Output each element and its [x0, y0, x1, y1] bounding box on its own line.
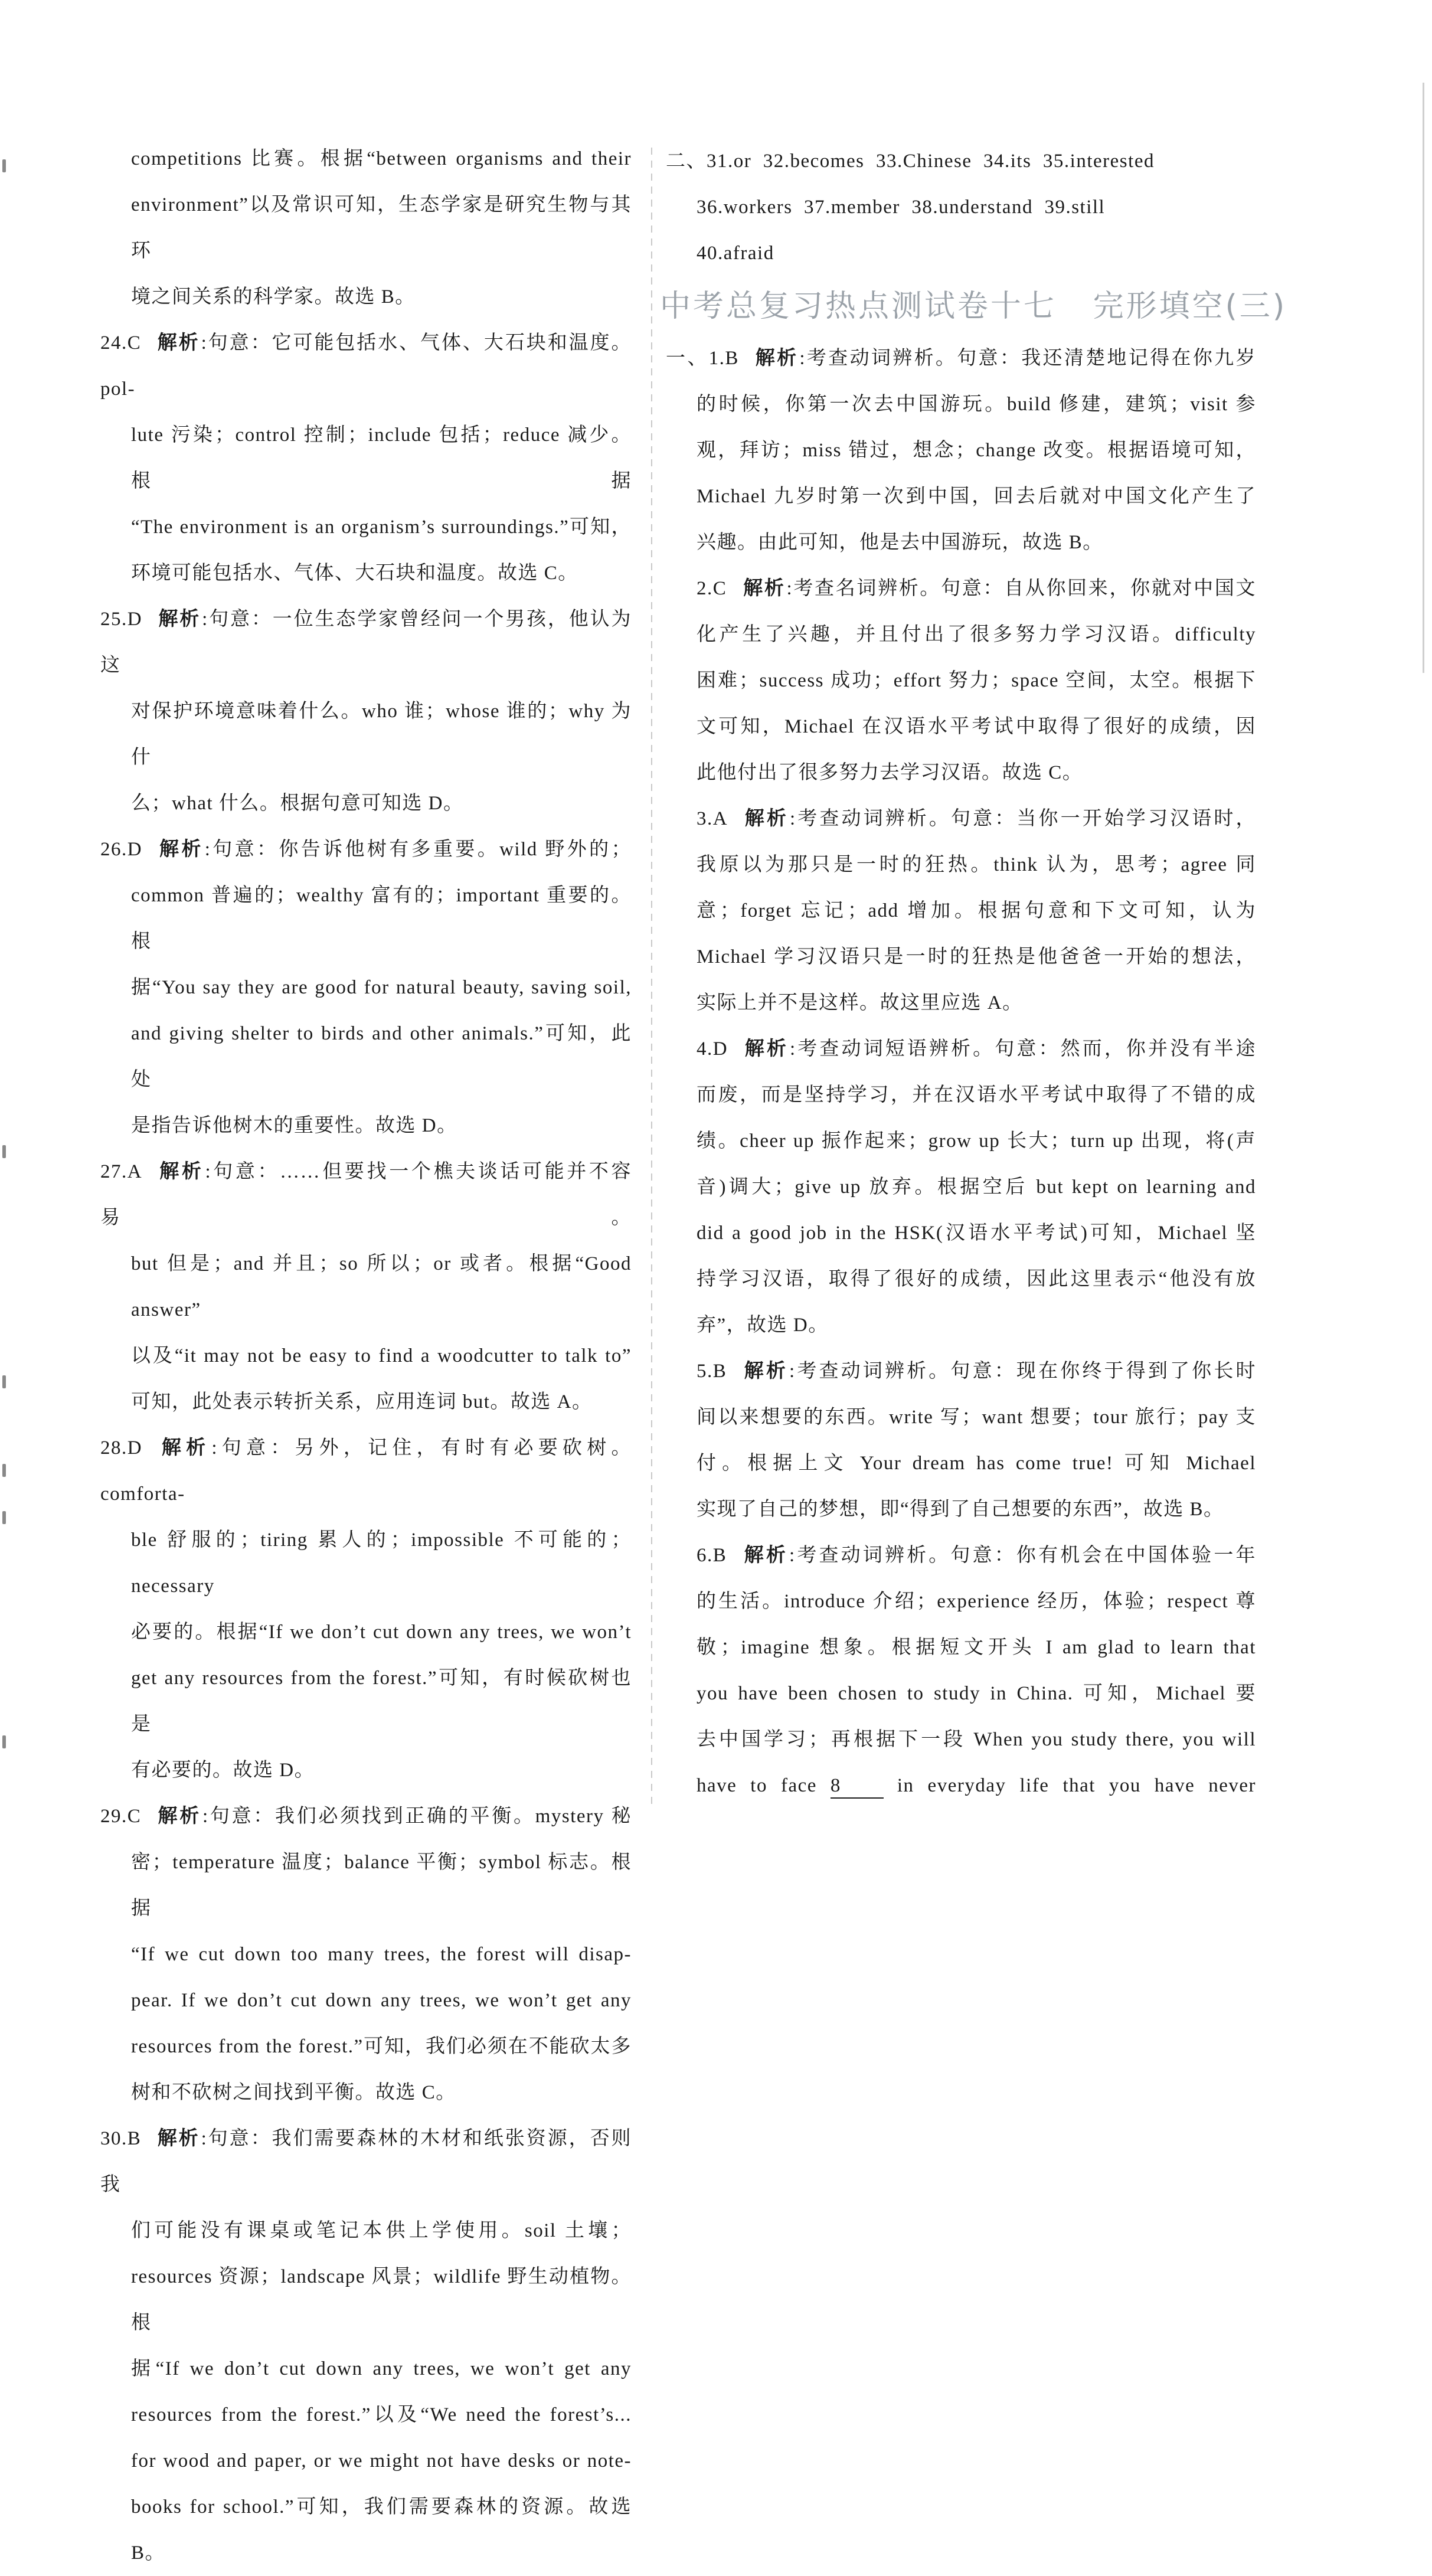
text-line: 化产生了兴趣，并且付出了很多努力学习汉语。difficulty — [697, 624, 1256, 645]
text-line: books for school.”可知，我们需要森林的资源。故选 B。 — [131, 2496, 632, 2564]
answer-item-1: 一、1.B 解析:考查动词辨析。句意：我还清楚地记得在你九岁 的时候，你第一次去中国游玩。build 修建，建筑；visit 参 观，拜访；miss 错过，想念；change 改变。根据语境可知， Michael 九岁时第一次到中国，回去后就对中国文化产生了 兴趣。由此可知，他是去中国游玩，故选 B。 — [666, 335, 1256, 565]
text-line: 持学习汉语，取得了很好的成绩，因此这里表示“他没有放 — [697, 1269, 1256, 1290]
text-line: 密；temperature 温度；balance 平衡；symbol 标志。根据 — [131, 1852, 632, 1919]
question-number: 3.A — [697, 808, 728, 829]
text-line: and giving shelter to birds and other animals.”可知，此处 — [131, 1023, 632, 1090]
analysis-label: 解析 — [743, 1361, 788, 1382]
text-line: 句意：另外，记住，有时有必要砍树。comforta- — [100, 1437, 632, 1505]
edge-mark — [2, 1375, 6, 1388]
question-number: 28.D — [100, 1437, 143, 1459]
answer-item-28: 28.D 解析:句意：另外，记住，有时有必要砍树。comforta- ble 舒服的；tiring 累人的；impossible 不可能的；necessary 必要的。根据“If we don’t cut down any trees, we won’t get any resources from the forest.”可知，有时候砍树也是 有必要的。故选 D。 — [100, 1425, 632, 1793]
answer-item-26: 26.D 解析:句意：你告诉他树有多重要。wild 野外的； common 普遍的；wealthy 富有的；important 重要的。根 据“You say they are good for natural beauty, saving soil, and giving shelter to birds and other animals.”可知，此处 是指告诉他树木的重要性。故选 D。 — [100, 826, 632, 1149]
answer-item-3: 3.A 解析:考查动词辨析。句意：当你一开始学习汉语时， 我原以为那只是一时的狂热。think 认为，思考；agree 同 意；forget 忘记；add 增加。根据句意和下文可知，认为 Michael 学习汉语只是一时的狂热是他爸爸一开始的想法， 实际上并不是这样。故这里应选 A。 — [666, 796, 1256, 1026]
text-line: 考查名词辨析。句意：自从你回来，你就对中国文 — [793, 578, 1257, 599]
text-line: 考查动词辨析。句意：你有机会在中国体验一年 — [795, 1545, 1257, 1566]
text-line: 句意：我们必须找到正确的平衡。mystery 秘 — [208, 1806, 632, 1827]
text-line: resources from the forest.”可知，我们必须在不能砍太多 — [131, 2036, 632, 2057]
analysis-label: 解析 — [158, 839, 204, 860]
edge-mark — [2, 159, 6, 172]
text-line: competitions 比赛。根据“between organisms and their — [131, 148, 632, 169]
page-edge-left — [0, 0, 18, 1964]
blank-8: 8 — [831, 1774, 884, 1799]
text-line: “If we cut down too many trees, the forest will disap- — [131, 1944, 632, 1965]
text-line: 对保护环境意味着什么。who 谁；whose 谁的；why 为什 — [131, 701, 632, 768]
text-line: 而废，而是坚持学习，并在汉语水平考试中取得了不错的成 — [697, 1084, 1256, 1106]
text-line: 考查动词辨析。句意：当你一开始学习汉语时， — [796, 808, 1257, 829]
text-line: 句意：它可能包括水、气体、大石块和温度。pol- — [100, 332, 632, 400]
answer-item-2: 2.C 解析:考查名词辨析。句意：自从你回来，你就对中国文 化产生了兴趣，并且付出了很多努力学习汉语。difficulty 困难；success 成功；effort 努力；space 空间，太空。根据下 文可知，Michael 在汉语水平考试中取得了很好的成绩，因 此他付出了很多努力去学习汉语。故选 C。 — [666, 565, 1256, 796]
analysis-label: 解析 — [743, 578, 786, 599]
text-line: 以及“it may not be easy to find a woodcutter to talk to” — [131, 1345, 632, 1367]
text-line: 考查动词短语辨析。句意：然而，你并没有半途 — [796, 1038, 1257, 1060]
question-number: 27.A — [100, 1161, 143, 1182]
text-line: 观，拜访；miss 错过，想念；change 改变。根据语境可知， — [697, 440, 1256, 461]
text-line: 意；forget 忘记；add 增加。根据句意和下文可知，认为 — [697, 900, 1256, 921]
text-line: 据“If we don’t cut down any trees, we won’t get any — [131, 2358, 632, 2379]
answer-item-30: 30.B 解析:句意：我们需要森林的木材和纸张资源，否则我 们可能没有课桌或笔记本供上学使用。soil 土壤； resources 资源；landscape 风景；wildlife 野生动植物。根 据“If we don’t cut down any trees, we won’t get any resources from the forest.”以及“We need the forest’s... for wood and paper, or we might not have desks or note- books for school.”可知，我们需要森林的资源。故选 B。 — [100, 2116, 632, 2576]
analysis-label: 解析 — [743, 1038, 789, 1060]
text-line: common 普遍的；wealthy 富有的；important 重要的。根 — [131, 885, 632, 952]
answer-item-29: 29.C 解析:句意：我们必须找到正确的平衡。mystery 秘 密；temperature 温度；balance 平衡；symbol 标志。根据 “If we cut down too many trees, the forest will disap- pear. If we don’t cut down any trees, we won’t get any resources from the forest.”可知，我们必须在不能砍太多 树和不砍树之间找到平衡。故选 C。 — [100, 1793, 632, 2116]
text-line: Michael 学习汉语只是一时的狂热是他爸爸一开始的想法， — [697, 946, 1256, 967]
text-line: did a good job in the HSK(汉语水平考试)可知，Michael 坚 — [697, 1222, 1256, 1244]
answer-item-4: 4.D 解析:考查动词短语辨析。句意：然而，你并没有半途 而废，而是坚持学习，并在汉语水平考试中取得了不错的成 绩。cheer up 振作起来；grow up 长大；turn up 出现，将(声 音)调大；give up 放弃。根据空后 but kept on learning and did a good job in the HSK(汉语水平考试)可知，Michael 坚 持学习汉语，取得了很好的成绩，因此这里表示“他没有放 弃”，故选 D。 — [666, 1026, 1256, 1348]
text-line: environment”以及常识可知，生态学家是研究生物与其环 — [131, 194, 632, 261]
text-line: 的生活。introduce 介绍；experience 经历，体验；respect 尊 — [697, 1591, 1256, 1612]
analysis-label: 解析 — [754, 348, 799, 369]
left-column — [100, 136, 632, 2576]
text-line: 的时候，你第一次去中国游玩。build 修建，建筑；visit 参 — [697, 394, 1256, 415]
text-line: for wood and paper, or we might not have desks or note- — [131, 2450, 632, 2472]
section-title: 中考总复习热点测试卷十七 完形填空(三) — [660, 289, 1287, 324]
text-line: 树和不砍树之间找到平衡。故选 C。 — [131, 2082, 456, 2103]
section-prefix: 二、 — [666, 151, 707, 172]
page-edge-right — [1423, 83, 1424, 673]
text-line: 有必要的。故选 D。 — [131, 1760, 315, 1781]
text-line: 实际上并不是这样。故这里应选 A。 — [697, 992, 1023, 1014]
analysis-label: 解析 — [743, 808, 789, 829]
text-fragment: in everyday life that you have never — [897, 1775, 1256, 1796]
edge-mark — [2, 1145, 6, 1158]
text-line: 文可知，Michael 在汉语水平考试中取得了很好的成绩，因 — [697, 716, 1256, 737]
question-number: 29.C — [100, 1806, 142, 1827]
text-line: 间以来想要的东西。write 写；want 想要；tour 旅行；pay 支 — [697, 1407, 1256, 1428]
text-line: 实现了自己的梦想，即“得到了自己想要的东西”，故选 B。 — [697, 1499, 1224, 1520]
analysis-label: 解析 — [156, 2128, 200, 2149]
text-line: lute 污染；control 控制；include 包括；reduce 减少。根据 — [131, 424, 632, 492]
text-line: 绩。cheer up 振作起来；grow up 长大；turn up 出现，将(声 — [697, 1130, 1256, 1152]
text-line: get any resources from the forest.”可知，有时候砍树也是 — [131, 1668, 632, 1735]
text-line: you have been chosen to study in China. 可知，Michael 要 — [697, 1683, 1256, 1704]
text-line: 此他付出了很多努力去学习汉语。故选 C。 — [697, 762, 1083, 783]
text-line: 环境可能包括水、气体、大石块和温度。故选 C。 — [131, 563, 578, 584]
question-number: 5.B — [697, 1361, 727, 1382]
text-line: ble 舒服的；tiring 累人的；impossible 不可能的；necessary — [131, 1529, 632, 1597]
answer-line: 36.workers 37.member 38.understand 39.still — [697, 197, 1106, 218]
answer-item-5: 5.B 解析:考查动词辨析。句意：现在你终于得到了你长时 间以来想要的东西。write 写；want 想要；tour 旅行；pay 支 付。根据上文 Your dream has come true! 可知 Michael 实现了自己的梦想，即“得到了自己想要的东西”，故选 B。 — [666, 1348, 1256, 1532]
question-number: 26.D — [100, 839, 143, 860]
question-number: 24.C — [100, 332, 142, 354]
question-number: 一、1.B — [666, 348, 739, 369]
text-line: 境之间关系的科学家。故选 B。 — [131, 286, 416, 308]
text-line: resources from the forest.”以及“We need the forest’s... — [131, 2404, 632, 2425]
analysis-label: 解析 — [156, 1806, 201, 1827]
answer-item-25: 25.D 解析:句意：一位生态学家曾经问一个男孩，他认为这 对保护环境意味着什么。who 谁；whose 谁的；why 为什 么；what 什么。根据句意可知选 D。 — [100, 596, 632, 826]
question-number: 30.B — [100, 2128, 142, 2149]
section-2-answers — [666, 138, 1256, 276]
text-fragment: have to face — [697, 1775, 817, 1796]
text-line-with-blank — [666, 1763, 1256, 1809]
text-line: 去中国学习；再根据下一段 When you study there, you will — [697, 1729, 1256, 1750]
text-line: 句意：我们需要森林的木材和纸张资源，否则我 — [100, 2128, 632, 2195]
text-line: 句意：一位生态学家曾经问一个男孩，他认为这 — [100, 609, 632, 676]
text-line: “The environment is an organism’s surroundings.”可知， — [131, 516, 632, 538]
answer-item-27: 27.A 解析:句意：……但要找一个樵夫谈话可能并不容易。 but 但是；and 并且；so 所以；or 或者。根据“Good answer” 以及“it may not be easy to find a woodcutter to talk to” 可知，此处表示转折关系，应用连词 but。故选 A。 — [100, 1149, 632, 1425]
question-number: 25.D — [100, 609, 143, 630]
edge-mark — [2, 1511, 6, 1524]
analysis-label: 解析 — [158, 1161, 204, 1182]
text-line: resources 资源；landscape 风景；wildlife 野生动植物。根 — [131, 2266, 632, 2333]
text-line: 音)调大；give up 放弃。根据空后 but kept on learning and — [697, 1176, 1256, 1198]
text-line: 么；what 什么。根据句意可知选 D。 — [131, 793, 464, 814]
text-line: 据“You say they are good for natural beauty, saving soil, — [131, 977, 632, 998]
edge-mark — [2, 1464, 6, 1477]
answer-line: 40.afraid — [697, 243, 774, 264]
text-line: 我原以为那只是一时的狂热。think 认为，思考；agree 同 — [697, 854, 1256, 875]
text-line: 可知，此处表示转折关系，应用连词 but。故选 A。 — [131, 1391, 593, 1413]
text-line: 句意：……但要找一个樵夫谈话可能并不容易。 — [100, 1161, 632, 1228]
text-line: 必要的。根据“If we don’t cut down any trees, we won’t — [131, 1622, 632, 1643]
edge-mark — [2, 1735, 6, 1748]
text-line: 兴趣。由此可知，他是去中国游玩，故选 B。 — [697, 532, 1103, 553]
text-line: 考查动词辨析。句意：现在你终于得到了你长时 — [795, 1361, 1257, 1382]
analysis-label: 解析 — [158, 1437, 211, 1459]
question-number: 2.C — [697, 578, 727, 599]
text-line: pear. If we don’t cut down any trees, we won’t get any — [131, 1990, 632, 2011]
analysis-label: 解析 — [156, 332, 200, 354]
question-number: 6.B — [697, 1545, 727, 1566]
text-line: 弃”，故选 D。 — [697, 1315, 829, 1336]
answer-line: 31.or 32.becomes 33.Chinese 34.its 35.interested — [707, 151, 1155, 172]
text-line: 们可能没有课桌或笔记本供上学使用。soil 土壤； — [131, 2220, 632, 2241]
question-number: 4.D — [697, 1038, 728, 1060]
right-column — [660, 138, 1287, 1809]
text-line: 困难；success 成功；effort 努力；space 空间，太空。根据下 — [697, 670, 1256, 691]
answer-item-24: 24.C 解析:句意：它可能包括水、气体、大石块和温度。pol- lute 污染；control 控制；include 包括；reduce 减少。根据 “The environment is an organism’s surroundings.”可知， 环境可能包括水、气体、大石块和温度。故选 C。 — [100, 320, 632, 596]
answer-item-23-continued — [100, 136, 632, 320]
column-divider — [651, 148, 652, 1806]
analysis-label: 解析 — [158, 609, 201, 630]
text-line: 考查动词辨析。句意：我还清楚地记得在你九岁 — [806, 348, 1257, 369]
text-line: 是指告诉他树木的重要性。故选 D。 — [131, 1115, 457, 1136]
text-line: 付。根据上文 Your dream has come true! 可知 Michael — [697, 1453, 1256, 1474]
text-line: 敬；imagine 想象。根据短文开头 I am glad to learn that — [697, 1637, 1256, 1658]
text-line: but 但是；and 并且；so 所以；or 或者。根据“Good answer” — [131, 1253, 632, 1320]
text-line: 句意：你告诉他树有多重要。wild 野外的； — [211, 839, 632, 860]
answer-item-6: 6.B 解析:考查动词辨析。句意：你有机会在中国体验一年 的生活。introduce 介绍；experience 经历，体验；respect 尊 敬；imagine 想象。根据短文开头 I am glad to learn that you have been chosen to study in China. 可知，Michael 要 去中国学习；再根据下一段 When you study there, you will have to face 8 in everyday life that you have never — [666, 1532, 1256, 1809]
text-line: Michael 九岁时第一次到中国，回去后就对中国文化产生了 — [697, 486, 1256, 507]
analysis-label: 解析 — [743, 1545, 788, 1566]
